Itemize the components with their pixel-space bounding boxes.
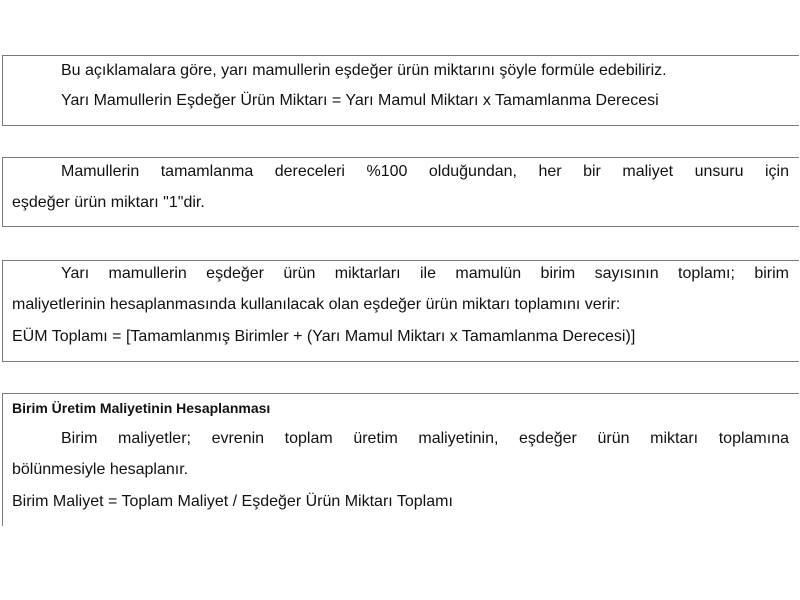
text-line: Birim maliyetler; evrenin toplam üretim maliyetinin, eşdeğer ürün miktarı toplamına — [61, 430, 789, 447]
section-heading: Birim Üretim Maliyetinin Hesaplanması — [12, 400, 271, 416]
formula-line: Birim Maliyet = Toplam Maliyet / Eşdeğer Ürün Miktarı Toplamı — [12, 493, 453, 510]
note-box-completion-degree — [2, 157, 799, 227]
formula-box-eum-total — [2, 260, 799, 362]
text-line: eşdeğer ürün miktarı "1"dir. — [12, 194, 205, 211]
section-box-unit-cost — [2, 393, 799, 526]
text-line: Bu açıklamalara göre, yarı mamullerin eşdeğer ürün miktarını şöyle formüle edebiliriz. — [61, 62, 667, 79]
formula-line: EÜM Toplamı = [Tamamlanmış Birimler + (Yarı Mamul Miktarı x Tamamlanma Derecesi)] — [12, 328, 636, 345]
text-line: Yarı mamullerin eşdeğer ürün miktarları ile mamulün birim sayısının toplamı; birim — [61, 265, 789, 282]
formula-line: Yarı Mamullerin Eşdeğer Ürün Miktarı = Yarı Mamul Miktarı x Tamamlanma Derecesi — [61, 92, 659, 109]
text-line: maliyetlerinin hesaplanmasında kullanılacak olan eşdeğer ürün miktarı toplamını verir: — [12, 296, 621, 313]
formula-box-equivalent-units — [2, 55, 799, 126]
text-line: Mamullerin tamamlanma dereceleri %100 olduğundan, her bir maliyet unsuru için — [61, 163, 789, 180]
text-line: bölünmesiyle hesaplanır. — [12, 461, 189, 478]
